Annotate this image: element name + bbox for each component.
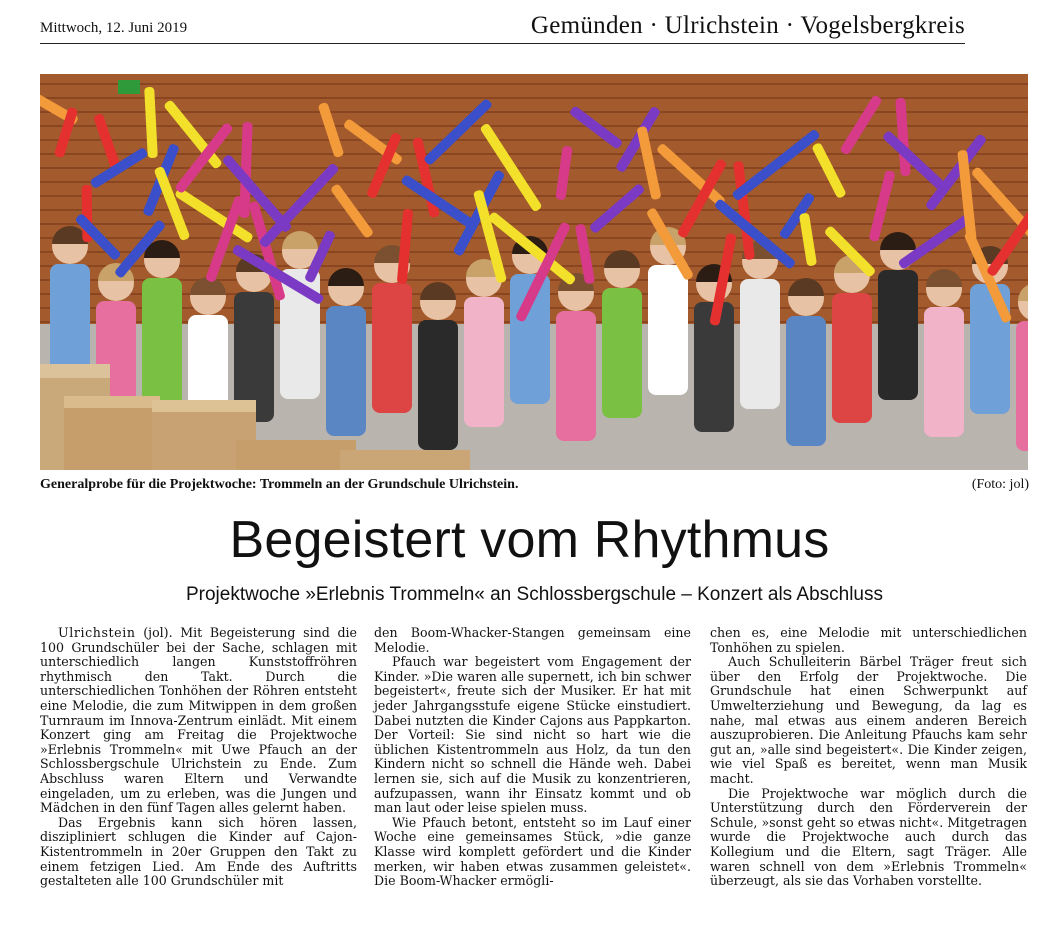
issue-date: Mittwoch, 12. Juni 2019 <box>40 20 188 36</box>
paragraph: Auch Schulleiterin Bärbel Träger freut sich über den Erfolg der Projektwoche. Die Grundschule hat einen Schwerpunkt auf Umwelterziehung und Bewegung, da lag es nahe, mal etwas aus einem anderen Bereich auszuprobieren. Die Anleitung Pfauchs kam sehr gut an, »alle sind begeistert«. Die Kinder zeigen, wie viel Spaß es bereitet, wenn man Musik macht. <box>710 654 1027 786</box>
paragraph-text: (jol). Mit Begeisterung sind die 100 Grundschüler bei der Sache, schlagen mit unterschiedlich langen Kunststoffröhren rhythmisch den Takt. Durch die unterschiedlichen Tonhöhen der Röhren entsteht eine Melodie, die zum Mitwippen in dem großen Turnraum im Innova-Zentrum einlädt. Mit einem Konzert ging am Freitag die Projektwoche »Erlebnis Trommeln« mit Uwe Pfauch an der Schlossbergschule Ulrichstein zu Ende. Zum Abschluss waren Eltern und Verwandte eingeladen, um zu erleben, was die Jungen und Mädchen in den fünf Tagen alles gelernt haben. <box>40 625 357 816</box>
paragraph: chen es, eine Melodie mit unterschiedlichen Tonhöhen zu spielen. <box>710 625 1027 655</box>
section-region-title: Gemünden · Ulrichstein · Vogelsbergkreis <box>530 12 965 39</box>
article-column-2 <box>374 626 691 889</box>
photo-children-with-boomwhackers <box>40 74 1028 470</box>
exit-sign <box>118 80 140 94</box>
article-headline: Begeistert vom Rhythmus <box>229 511 830 569</box>
article-column-3 <box>710 626 1027 889</box>
header-divider <box>40 43 965 44</box>
article-photo <box>40 74 1028 470</box>
article-subheadline: Projektwoche »Erlebnis Trommeln« an Schlossbergschule – Konzert als Abschluss <box>185 584 884 605</box>
paragraph: Die Projektwoche war möglich durch die Unterstützung durch den Förderverein der Schule, »sonst geht so etwas nicht«. Mitgetragen wurde die Projektwoche auch durch das Kollegium und die Eltern, sagt Träger. Alle waren schnell von dem »Erlebnis Trommeln« überzeugt, als sie das Vorhaben vorstellte. <box>710 785 1027 889</box>
photo-caption: Generalprobe für die Projektwoche: Trommeln an der Grundschule Ulrichstein. <box>40 477 519 492</box>
photo-credit: (Foto: jol) <box>971 477 1029 492</box>
paragraph: Das Ergebnis kann sich hören lassen, diszipliniert schlugen die Kinder auf Cajon-Kistentrommeln in 20er Gruppen den Takt zu einem fetzigen Lied. Am Ende des Auftritts gestalteten alle 100 Grundschüler mit <box>40 814 357 889</box>
dateline: Ulrichstein <box>58 625 136 640</box>
article-column-1 <box>40 626 357 889</box>
paragraph: den Boom-Whacker-Stangen gemeinsam eine Melodie. <box>374 625 691 655</box>
paragraph: Wie Pfauch betont, entsteht so im Lauf einer Woche eine gemeinsames Stück, »die ganze Klasse wird komplett gefördert und die Kinder merken, wir haben etwas zusammen geleistet«. Die Boom-Whacker ermögli- <box>374 814 691 889</box>
paragraph: Pfauch war begeistert vom Engagement der Kinder. »Die waren alle supernett, ich bin schwer begeistert«, freute sich der Musiker. Er hat mit jeder Jahrgangsstufe eigene Stücke einstudiert. Dabei nutzten die Kinder Cajons aus Pappkarton. Der Vorteil: Sie sind nicht so hart wie die üblichen Kistentrommeln aus Holz, da tun den Kindern nicht so schnell die Hände weh. Dabei lernen sie, sich auf die Musik zu konzentrieren, aufzupassen, wann ihr Einsatz kommt und ob man laut oder leise spielen muss. <box>374 654 691 816</box>
paragraph <box>40 626 357 816</box>
